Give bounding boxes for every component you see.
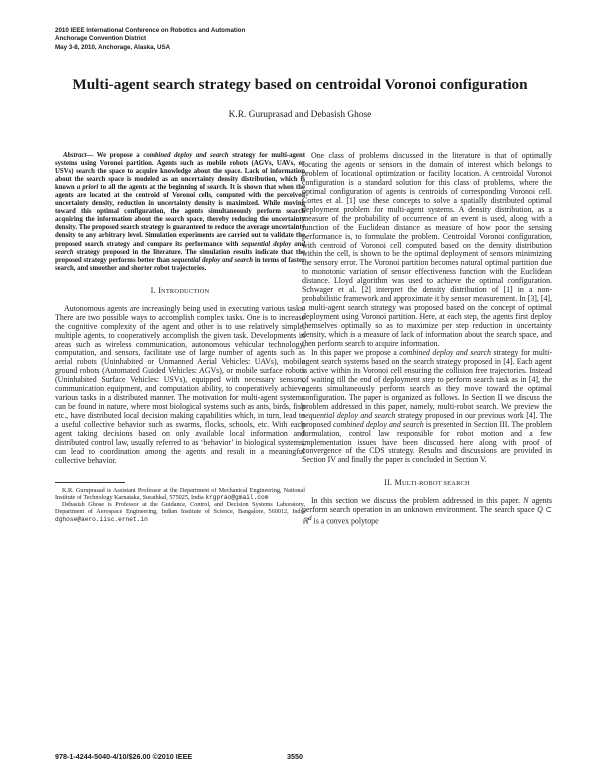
conference-venue: Anchorage Convention District — [55, 35, 147, 43]
section-number: II. — [384, 478, 393, 488]
abstract-emphasis-4: sequential deploy and search — [171, 256, 254, 264]
problem-text-3: is a convex polytope — [311, 516, 379, 526]
abstract-text-4: strategy proposed in the literature. The simulation results indicate that the proposed strategy performs better than — [55, 248, 305, 264]
section-title-rest: ULTI-ROBOT SEARCH — [401, 480, 470, 488]
isbn-footer: 978-1-4244-5040-4/10/$26.00 ©2010 IEEE — [55, 752, 193, 761]
abstract-text-5: in terms of faster search, and smoother and shorter robot trajectories. — [55, 256, 305, 272]
paper-title: Multi-agent search strategy based on centroidal Voronoi configuration — [72, 76, 528, 93]
footnote-text-1: K.R. Guruprasad is Assistant Professor at the Department of Mechanical Engineering, National Institute of Technology Karnataka, Surathkal, 575025, India — [55, 486, 305, 502]
abstract-text-2: strategy for multi-agent systems using Voronoi partition. Agents such as mobile robots (AGVs, UAVs, or USVs) search the space to acquire knowledge about the space. Lack of information about the search space is modeled as an uncertainty density distribution, which is known — [55, 152, 305, 192]
section-heading-multi-robot-search — [302, 478, 552, 489]
page-number: 3550 — [287, 752, 303, 761]
abstract-label: Abstract — [63, 152, 87, 159]
section-title-initial: M — [394, 478, 402, 488]
section-number: I. — [150, 285, 156, 295]
contribution-emphasis-2: sequential deploy and search — [302, 410, 396, 420]
section-heading-introduction — [55, 286, 305, 297]
problem-text-2: agents perform search operation in an unknown environment. The search space — [302, 496, 552, 515]
contribution-emphasis-3: combined deploy and search — [333, 419, 424, 429]
footnote-author-1 — [55, 487, 305, 501]
footnote-rule — [55, 482, 125, 483]
footnote-text-2: Debasish Ghose is Professor at the Guidance, Control, and Decision Systems Laboratory, Department of Aerospace Engineering, Indian Institute of Science, Bangalore, 560012, India — [55, 501, 305, 516]
symbol-q-subset-rd: Q ⊂ ℝ — [302, 505, 552, 526]
symbol-d-superscript: d — [308, 515, 312, 523]
paper-authors: K.R. Guruprasad and Debasish Ghose — [228, 110, 372, 120]
left-column — [55, 152, 305, 523]
section-title-rest: NTRODUCTION — [161, 287, 210, 295]
conference-name: 2010 IEEE International Conference on Robotics and Automation — [55, 27, 246, 34]
author-2-email: dghose@aero.iisc.ernet.in — [55, 515, 148, 523]
abstract — [55, 152, 305, 273]
contribution-text-4: is presented in Section III. The problem formulation, control law responsible for robot motion and a few implementation issues have been discussed here along with proof of convergence of the CDS strategy. Results and discussions are provided in Section IV and finally the paper is concluded in Section V. — [302, 419, 553, 465]
related-work-paragraph: One class of problems discussed in the literature is that of optimally locating the agents or sensors in the domain of interest which belongs to problem of locational optimization or facility location. A centroidal Voronoi configuration is a standard solution for this class of problems, where the optimal configuration of agents is centroids of corresponding Voronoi cell. Cortes et al. [1] use these concepts to solve a spatially distributed optimal deployment problem for multi-agent systems. A density distribution, as a measure of the probability of occurrence of an event is used, along with a function of the Euclidean distance as measure of how poor the sensing performance is, to formulate the problem. Centroidal Voronoi configuration, with centroid of Voronoi cell computed based on the density distribution within the cell, is shown to be the optimal deployment of sensors minimizing the sensory error. The Voronoi partition becomes natural optimal partition due to monotonic variation of sensor effectiveness function with the Euclidean distance. Lloyd algorithm was used to achieve the optimal configuration. Schwager et al. [2] interpret the density distribution of [1] in a non-probabilistic framework and approximate it by sensor measurement. In [3], [4], a multi-agent search strategy was proposed based on the concept of optimal deployment using Voronoi partition. Here, at each step, the agents first deploy themselves optimally so as to maximize per step reduction in uncertainty density, which is a measure of lack of information about the search space, and then perform search to acquire information. — [302, 151, 553, 349]
footnote-author-2 — [55, 501, 305, 523]
conference-header — [55, 27, 355, 52]
problem-text-1: In this section we discuss the problem addressed in this paper. — [311, 496, 524, 506]
contribution-emphasis-1: combined deploy and search — [399, 347, 491, 357]
right-column — [302, 152, 552, 527]
introduction-paragraph: Autonomous agents are increasingly being used in executing various tasks. There are two possible ways to accomplish complex tasks. One is to increase the cognitive complexity of the agent and other is to use relatively simple, multiple agents, to cooperatively accomplish the given task. Developments in areas such as wireless communication, autonomous vehicular technology, computation, and sensors, facilitate use of large number of agents such as aerial robots (Uninhabited or Unmanned Aerial Vehicles: UAVs), mobile ground robots (Automated Guided Vehicles: AGVs), or mobile surface robots (Uninhabited Surface Vehicles: USVs), equipped with necessary sensors, communication equipment, and computation ability, to cooperatively achieve various tasks in a distributed manner. The motivation for multi-agent systems can be found in nature, where most biological systems such as ants, birds, fish etc., have distributed local decision making capabilities which, in turn, lead to a useful collective behavior such as swarms, flocks, schools, etc. With each agent taking decisions based on only available local information and distributed control law, usually referred to as ‘behavior’ in biological systems, can lead to coordination among the agents and result in a meaningful collective behavior. — [55, 303, 305, 465]
contribution-text-3: strategy proposed in our previous work [4]. The proposed — [302, 410, 552, 429]
contribution-text-2: strategy for multi-agent search systems based on the search strategy proposed in [4]. Each agent is active within its Voronoi cell ensuring the collision free trajectories. Instead of waiting till the end of deployment step to perform search task as in [4], the agents simultaneously perform search as they move toward the optimal configuration. The paper is organized as follows. In Section II we discuss the problem addressed in this paper, namely, multi-robot search. We preview the — [302, 347, 552, 411]
contribution-paragraph — [302, 349, 552, 465]
abstract-text-3: to all the agents at the beginning of search. It is shown that when the agents are located at the centroid of Voronoi cells, computed with the perceived uncertainty density, reduction in uncertainty density is maximized. While moving toward this optimal configuration, the agents simultaneously perform search acquiring the information about the search space, thereby reducing the uncertainty density. The proposed search strategy is guaranteed to reduce the average uncertainty density to any arbitrary level. Simulation experiments are carried out to validate the proposed search strategy and compare its performance with — [55, 184, 305, 248]
section-title-initial: I — [158, 285, 161, 295]
abstract-emphasis-3: sequential deploy and search — [55, 240, 305, 256]
abstract-text-1: — We propose a — [86, 152, 144, 159]
problem-paragraph — [302, 497, 552, 526]
abstract-emphasis-2: a priori — [76, 184, 99, 192]
symbol-n: N — [523, 496, 529, 506]
author-1-email: krgprao@gmail.com — [205, 494, 269, 502]
conference-date: May 3-8, 2010, Anchorage, Alaska, USA — [55, 43, 171, 51]
abstract-emphasis-1: combined deploy and search — [143, 152, 229, 159]
contribution-text-1: In this paper we propose a — [311, 347, 400, 357]
